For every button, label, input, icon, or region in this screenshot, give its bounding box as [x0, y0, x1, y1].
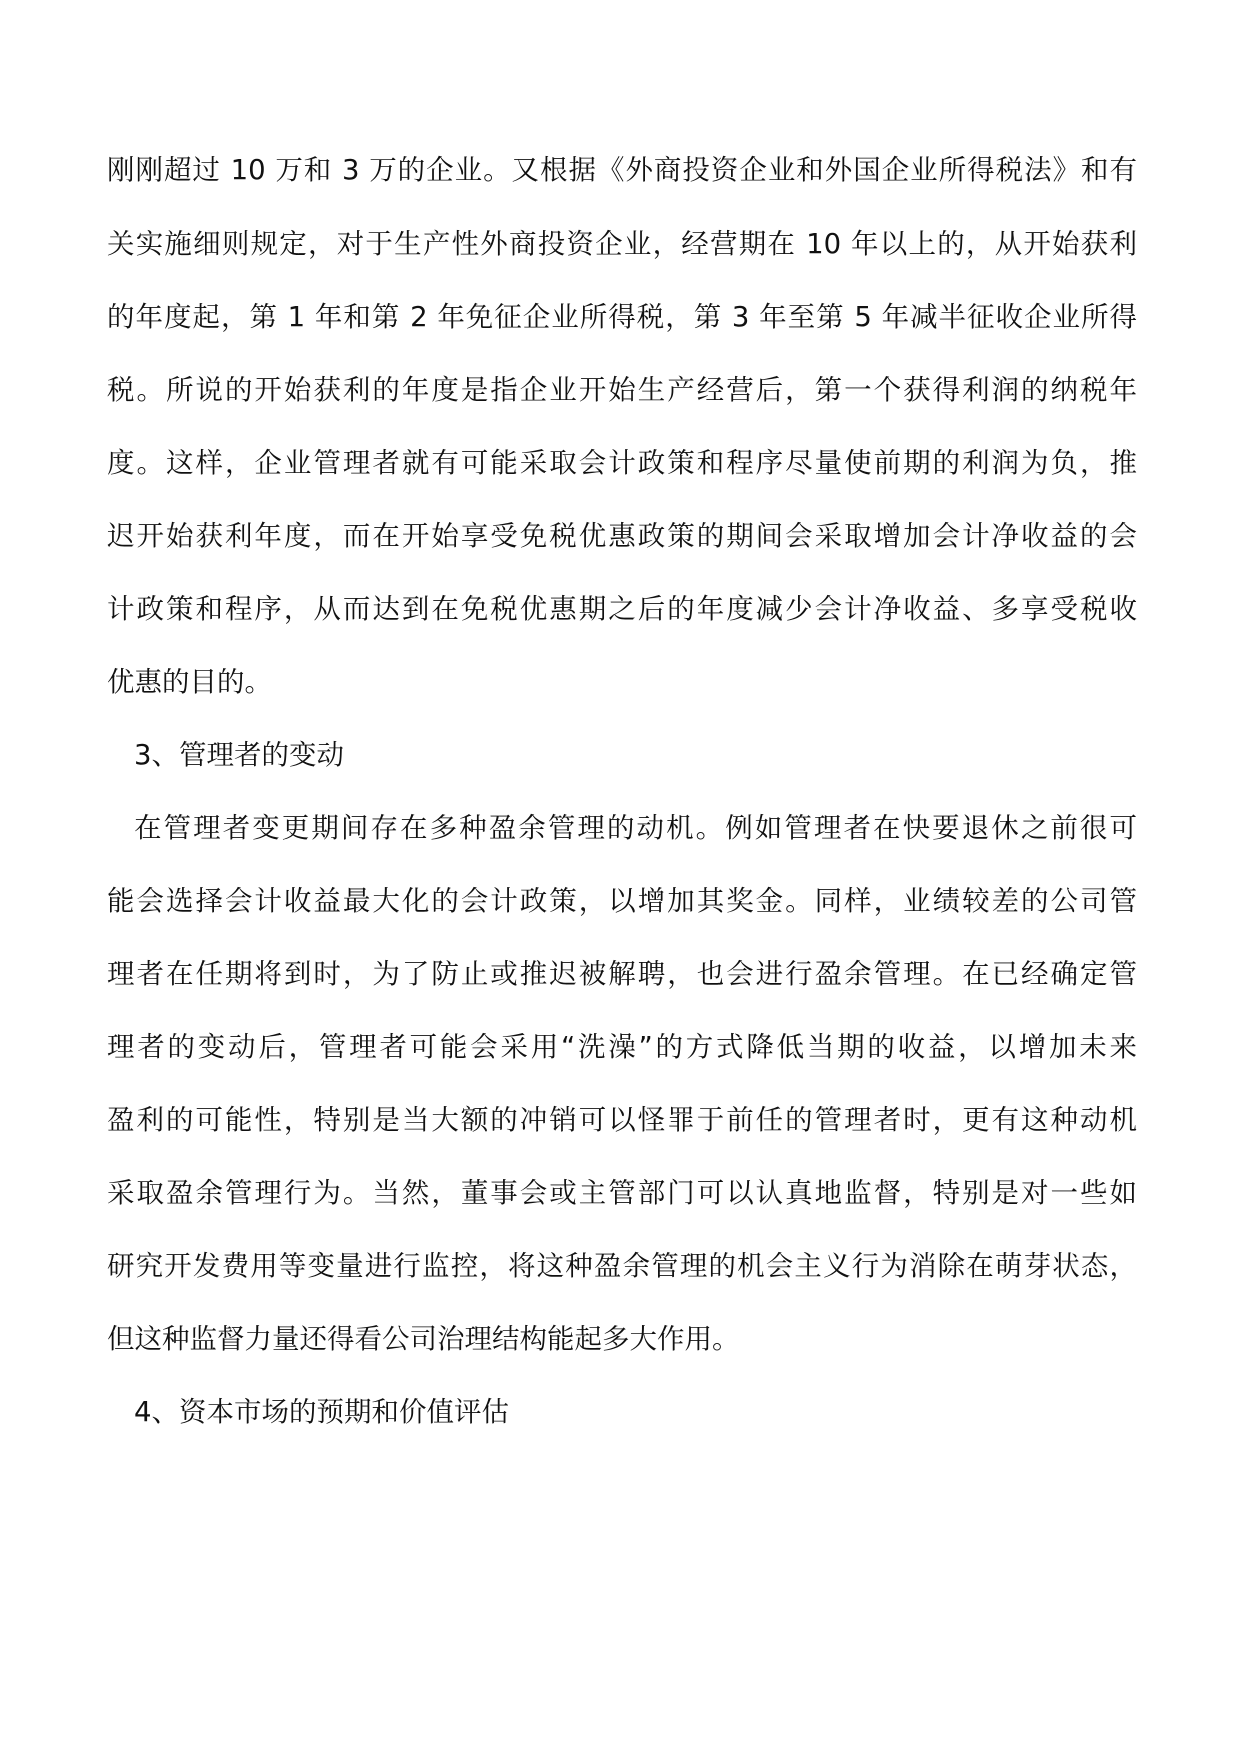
paragraph-1-line-5: 度。这样，企业管理者就有可能采取会计政策和程序尽量使前期的利润为负，推	[107, 447, 1137, 479]
paragraph-1-line-7: 计政策和程序，从而达到在免税优惠期之后的年度减少会计净收益、多享受税收	[107, 593, 1137, 625]
paragraph-2-line-1: 在管理者变更期间存在多种盈余管理的动机。例如管理者在快要退休之前很可	[134, 812, 1137, 844]
paragraph-1-line-8: 优惠的目的。	[107, 666, 272, 698]
paragraph-1-line-2: 关实施细则规定，对于生产性外商投资企业，经营期在 10 年以上的，从开始获利	[107, 228, 1137, 260]
section-heading-4: 4、资本市场的预期和价值评估	[134, 1396, 509, 1428]
paragraph-2-line-2: 能会选择会计收益最大化的会计政策，以增加其奖金。同样，业绩较差的公司管	[107, 885, 1137, 917]
paragraph-1-line-3: 的年度起，第 1 年和第 2 年免征企业所得税，第 3 年至第 5 年减半征收企业所得	[107, 301, 1137, 333]
paragraph-2-line-6: 采取盈余管理行为。当然，董事会或主管部门可以认真地监督，特别是对一些如	[107, 1177, 1137, 1209]
paragraph-2-line-3: 理者在任期将到时，为了防止或推迟被解聘，也会进行盈余管理。在已经确定管	[107, 958, 1137, 990]
paragraph-2-line-5: 盈利的可能性，特别是当大额的冲销可以怪罪于前任的管理者时，更有这种动机	[107, 1104, 1137, 1136]
paragraph-2-line-7: 研究开发费用等变量进行监控，将这种盈余管理的机会主义行为消除在萌芽状态，	[107, 1250, 1137, 1282]
paragraph-1-line-6: 迟开始获利年度，而在开始享受免税优惠政策的期间会采取增加会计净收益的会	[107, 520, 1137, 552]
paragraph-2-line-4: 理者的变动后，管理者可能会采用“洗澡”的方式降低当期的收益，以增加未来	[107, 1031, 1137, 1063]
paragraph-1-line-1: 刚刚超过 10 万和 3 万的企业。又根据《外商投资企业和外国企业所得税法》和有	[107, 154, 1137, 186]
paragraph-1-line-4: 税。所说的开始获利的年度是指企业开始生产经营后，第一个获得利润的纳税年	[107, 374, 1137, 406]
paragraph-2-line-8: 但这种监督力量还得看公司治理结构能起多大作用。	[107, 1323, 740, 1355]
section-heading-3: 3、管理者的变动	[134, 739, 344, 771]
